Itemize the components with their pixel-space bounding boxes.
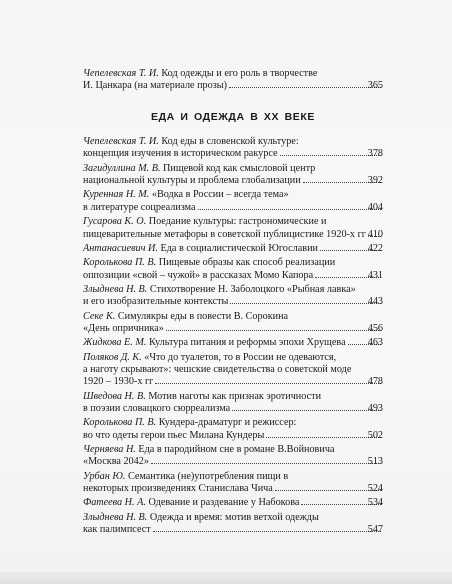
page-number: 392 bbox=[367, 175, 383, 187]
entry-author: Злыднева Н. В. bbox=[83, 511, 148, 523]
entry-author: Куренная Н. М. bbox=[83, 189, 150, 201]
page-number: 404 bbox=[367, 201, 383, 213]
entry-title-line: Код еды в словенской культуре: bbox=[161, 136, 299, 147]
toc-entry bbox=[83, 68, 383, 93]
entry-author: Фатеева Н. А. bbox=[83, 497, 146, 509]
dot-leader bbox=[153, 531, 381, 532]
dot-leader bbox=[166, 330, 381, 331]
entry-title-line: «Что до туалетов, то в России не одеваются, bbox=[144, 351, 337, 363]
entry-author: Злыднева Н. В. bbox=[83, 283, 148, 295]
toc-entry bbox=[83, 136, 383, 161]
toc-entry bbox=[83, 284, 383, 309]
entry-title-line: Семантика (не)употребления пищи в bbox=[127, 470, 289, 482]
entry-title-line: в литературе соцреализма bbox=[83, 201, 196, 213]
entry-title-line: Культура питания и реформы эпохи Хрущева bbox=[148, 337, 346, 349]
entry-author: Поляков Д. К. bbox=[83, 351, 142, 363]
entry-author: Королькова П. В. bbox=[83, 257, 157, 269]
page-bottom-edge bbox=[0, 572, 452, 584]
page-number: 502 bbox=[367, 429, 383, 441]
entry-title-line: некоторых произведениях Станислава Чича bbox=[83, 483, 273, 495]
entry-title-line: «День опричника» bbox=[83, 322, 164, 334]
toc-entry bbox=[83, 417, 383, 442]
page-number: 410 bbox=[367, 228, 383, 240]
dot-leader bbox=[275, 490, 381, 491]
entry-author: Чепелевская Т. И. bbox=[83, 136, 159, 147]
toc-entry bbox=[83, 189, 383, 214]
entry-author: Шведова Н. В. bbox=[83, 390, 146, 402]
page-number: 463 bbox=[367, 337, 383, 349]
page-number: 493 bbox=[367, 403, 383, 415]
entry-author: Жидкова Е. М. bbox=[83, 337, 147, 349]
toc-entry bbox=[83, 257, 383, 282]
entry-author: Урбан Ю. bbox=[83, 470, 126, 482]
toc-entry bbox=[83, 444, 383, 469]
entry-title-line: и его изобразительные контексты bbox=[83, 296, 229, 308]
toc-entry bbox=[83, 352, 383, 389]
entry-author: Секе К. bbox=[83, 310, 116, 322]
page-number: 431 bbox=[367, 269, 383, 281]
entry-title-line: Кундера-драматург и режиссер: bbox=[158, 417, 297, 429]
entry-title-line: Мотив наготы как признак эротичности bbox=[148, 390, 322, 402]
page-number: 456 bbox=[367, 322, 383, 334]
page-number: 422 bbox=[367, 242, 383, 254]
entry-title-line: Пищевые образы как способ реализации bbox=[158, 257, 336, 269]
entry-title-line: И. Цанкара (на материале прозы) bbox=[83, 80, 227, 92]
dot-leader bbox=[155, 383, 380, 384]
toc-main-block bbox=[83, 136, 383, 538]
entry-title-line: Стихотворение Н. Заболоцкого «Рыбная лавка» bbox=[149, 283, 356, 295]
entry-title-line: «Водка в России – всегда тема» bbox=[151, 189, 289, 201]
dot-leader bbox=[266, 437, 380, 438]
toc-entry bbox=[83, 337, 383, 349]
entry-title-line: Одевание и раздевание у Набокова bbox=[148, 497, 300, 509]
page-number: 365 bbox=[367, 80, 383, 92]
entry-author: Гусарова К. О. bbox=[83, 216, 147, 228]
page-number: 534 bbox=[367, 497, 383, 509]
page-number: 547 bbox=[367, 524, 383, 536]
dot-leader bbox=[229, 87, 381, 88]
page-number: 513 bbox=[367, 456, 383, 468]
page-number: 524 bbox=[367, 483, 383, 495]
entry-author: Антанасиевич И. bbox=[83, 242, 158, 254]
dot-leader bbox=[232, 410, 381, 411]
entry-title-line: 1920 – 1930-х гг bbox=[83, 376, 154, 388]
entry-title-line: пищеварительные метафоры в советской публицистике 1920-х гг bbox=[83, 228, 366, 240]
entry-title-line: оппозиции «свой – чужой» в рассказах Момо Капора bbox=[83, 269, 314, 281]
entry-title-line: в поэзии словацкого сюрреализма bbox=[83, 403, 231, 415]
entry-title-line: «Москва 2042» bbox=[83, 456, 149, 468]
section-title: ЕДА И ОДЕЖДА В ХХ ВЕКЕ bbox=[150, 111, 316, 123]
entry-title-line: во что одеты герои пьес Милана Кундеры bbox=[83, 429, 265, 441]
entry-title-line: Симулякры еды в повести В. Сорокина bbox=[117, 310, 289, 322]
entry-author: Загидуллина М. В. bbox=[83, 162, 161, 174]
entry-title-line: концепция изучения в историческом ракурсе bbox=[83, 148, 278, 160]
entry-author: Королькова П. В. bbox=[83, 417, 157, 429]
toc-entry bbox=[83, 243, 383, 255]
dot-leader bbox=[198, 209, 381, 210]
entry-title-line: а наготу скрывают»: чешские свидетельства о советской моде bbox=[83, 363, 352, 375]
toc-entry bbox=[83, 497, 383, 509]
entry-title-line: Пищевой код как смысловой центр bbox=[163, 162, 316, 174]
entry-title-line: Еда в пародийном сне в романе В.Войновича bbox=[138, 444, 335, 456]
toc-entry bbox=[83, 163, 383, 188]
entry-title-line: Одежда и время: мотив ветхой одежды bbox=[149, 511, 319, 523]
page-number: 478 bbox=[367, 376, 383, 388]
toc-entry bbox=[83, 471, 383, 496]
toc-entry bbox=[83, 216, 383, 241]
entry-title-line: Еда в социалистической Югославии bbox=[160, 242, 318, 254]
page-number: 378 bbox=[367, 148, 383, 160]
toc-entry bbox=[83, 311, 383, 336]
toc-top-block bbox=[83, 68, 383, 95]
entry-title-line: Код одежды и его роль в творчестве bbox=[161, 68, 318, 79]
entry-title-line: как палимпсест bbox=[83, 524, 151, 536]
dot-leader bbox=[151, 463, 381, 464]
dot-leader bbox=[230, 303, 380, 304]
entry-title-line: национальной культуры и проблема глобализации bbox=[83, 175, 301, 187]
dot-leader bbox=[280, 155, 381, 156]
entry-author: Черняева Н. bbox=[83, 444, 136, 456]
toc-entry bbox=[83, 391, 383, 416]
toc-entry bbox=[83, 512, 383, 537]
entry-author: Чепелевская Т. И. bbox=[83, 68, 159, 79]
entry-title-line: Поедание культуры: гастрономические и bbox=[148, 216, 327, 228]
page-number: 443 bbox=[367, 296, 383, 308]
